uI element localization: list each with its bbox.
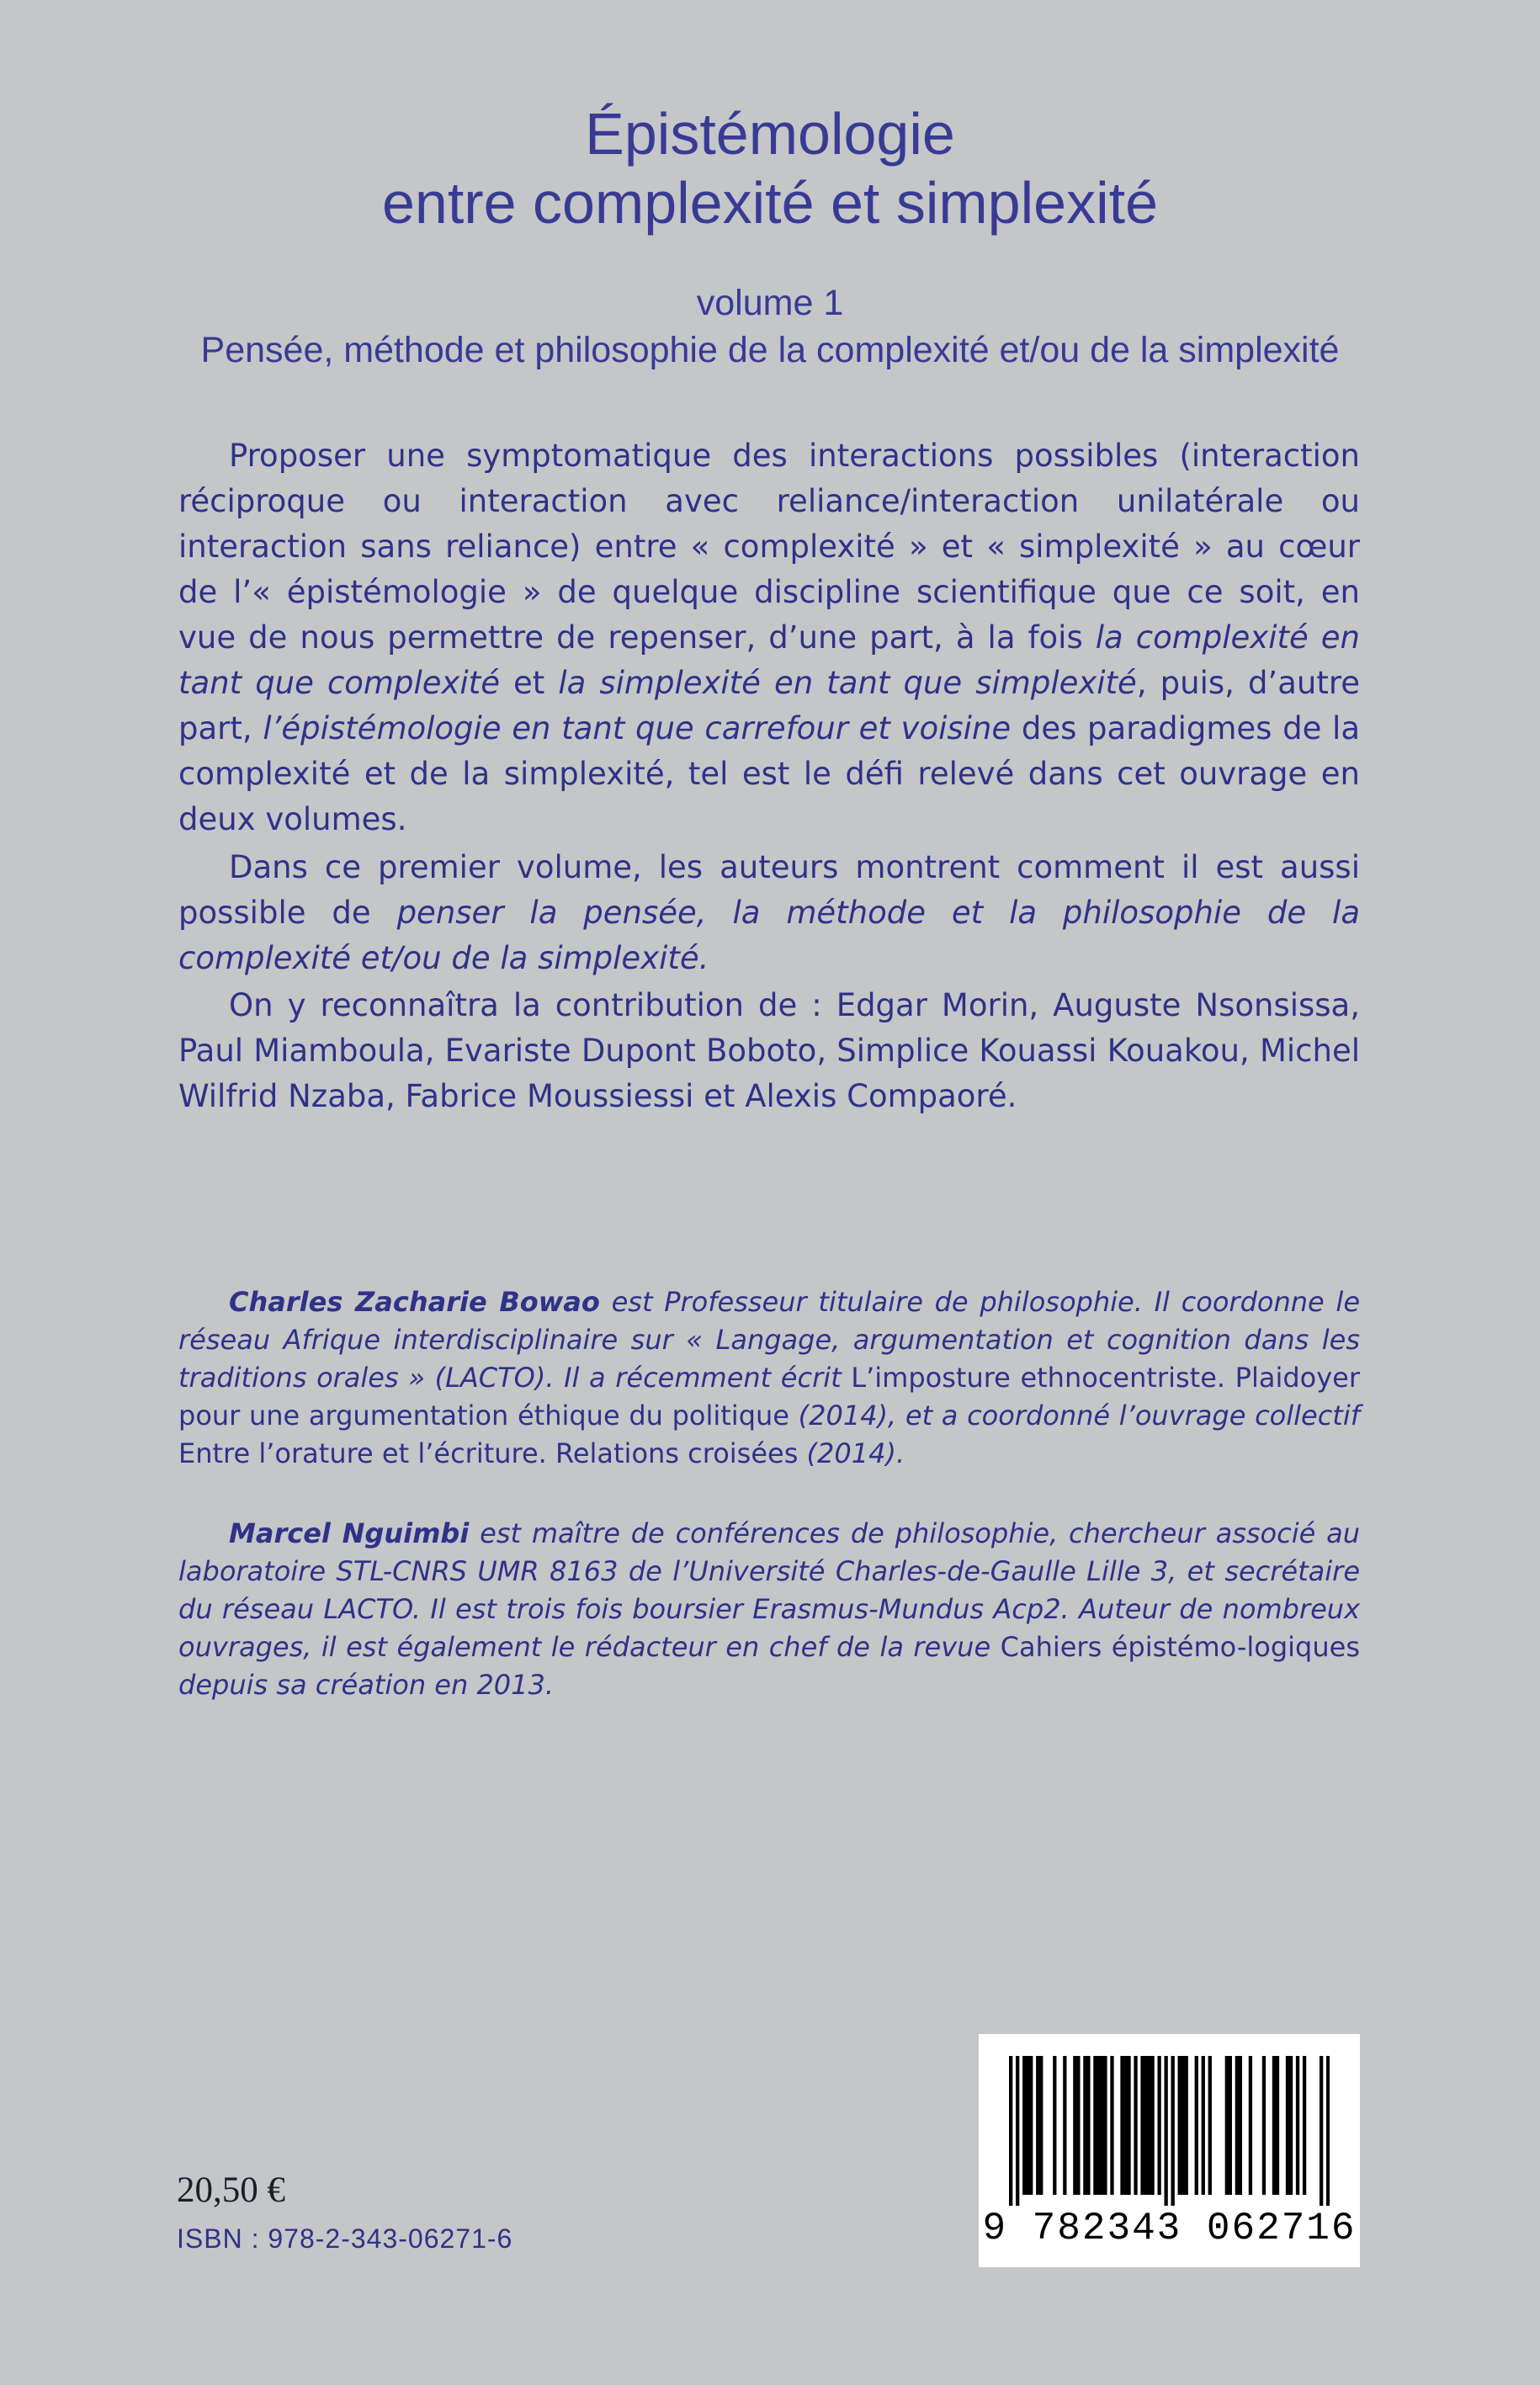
barcode-bar [1103,2056,1107,2195]
barcode-bar [1272,2056,1276,2195]
barcode-bar [1303,2056,1306,2195]
barcode-bar [1202,2056,1205,2195]
barcode-bar [1076,2056,1080,2195]
barcode-bar [1235,2056,1239,2195]
barcode-bars [1009,2056,1330,2206]
barcode-bar [1171,2056,1175,2206]
work-title: Cahiers épistémo-logiques [1000,1631,1361,1663]
barcode-bar [1086,2056,1090,2195]
barcode-bar [1134,2056,1137,2195]
barcode-bar [1229,2056,1232,2195]
barcode-bar [1029,2056,1033,2195]
barcode-bar [1039,2056,1043,2195]
italic-phrase: la simplexité en tant que simplexité [558,665,1137,701]
price: 20,50 € [177,2170,285,2210]
barcode-box [979,2034,1360,2267]
barcode-bar [1026,2056,1029,2195]
barcode-bar [1195,2056,1198,2195]
barcode-bar [1289,2056,1293,2195]
text-run: Dans ce premier volume, les auteurs montrent comment il est aussi possible de [178,849,1360,931]
author-name: Charles Zacharie Bowao [229,1286,600,1318]
barcode-bar [1110,2056,1113,2195]
text-run: , puis, d’autre part, [178,665,1360,746]
italic-phrase: penser la pensée, la méthode et la philosophie de la complexité et/ou de la simplexité. [178,895,1360,976]
text-run: depuis sa création en 2013. [178,1669,555,1701]
barcode-bar [1326,2056,1330,2206]
text-run: (2014). [798,1437,905,1469]
barcode-bar [1286,2056,1289,2195]
barcode-bar [1022,2056,1026,2195]
barcode-bar [1320,2056,1323,2206]
text-run: est maître de conférences de philosophie, chercheur associé au laboratoire STL-CNRS UMR 8163 de l’Université Charles-de-Gaulle Lille 3, et secrétaire du réseau LACTO. Il est trois fois boursier Erasmus-Mundus Acp2. Auteur de nombreux ouvrages, il est également le rédacteur en chef de la revue [178,1517,1361,1663]
barcode-bar [1182,2056,1185,2195]
italic-phrase: la complexité en tant que complexité [178,619,1360,701]
barcode-bar [1009,2056,1012,2206]
work-title: L’imposture ethnocentriste. Plaidoyer pour une argumentation éthique du politique [178,1362,1361,1432]
text-run: Proposer une symptomatique des interactions possibles (interaction réciproque ou interaction avec reliance/interaction unilatérale ou interaction sans reliance) entre « complexité » et « simplexité » au cœur de l’« épistémologie » de quelque discipline scientifique que ce soit, en vue de nous permettre de repenser, d’une part, à la fois [178,438,1360,656]
barcode-bar [1239,2056,1242,2195]
barcode-bar [1053,2056,1056,2195]
text-run: et [499,665,559,701]
barcode-bar [1147,2056,1150,2195]
barcode-bar [1157,2056,1160,2195]
barcode-bar [1016,2056,1019,2206]
barcode-bar [1276,2056,1279,2195]
blurb-paragraph-2 [178,845,1360,981]
barcode-bar [1144,2056,1147,2195]
work-title: Entre l’orature et l’écriture. Relations croisées [178,1437,799,1469]
barcode-bar [1164,2056,1167,2206]
barcode-digits: 9 782343 062716 [982,2207,1357,2250]
barcode-bar [1100,2056,1103,2195]
volume-label: volume 1 [696,283,844,323]
barcode-bar [1296,2056,1299,2195]
barcode-bar [1140,2056,1144,2195]
barcode-bar [1185,2056,1188,2195]
barcode-bar [1178,2056,1182,2195]
author-name: Marcel Nguimbi [229,1517,470,1549]
text-run: (2014), et a coordonné l’ouvrage collectif [789,1400,1361,1432]
isbn: ISBN : 978-2-343-06271-6 [177,2223,513,2254]
barcode-bar [1262,2056,1266,2195]
blurb-paragraph-1 [178,433,1360,842]
author-bio-bowao [178,1283,1360,1473]
author-bio-nguimbi [178,1515,1360,1704]
barcode-bar [1063,2056,1066,2195]
barcode-bar [1249,2056,1252,2195]
title-block [0,99,1540,237]
barcode-bar [1127,2056,1130,2195]
book-title-line-1: Épistémologie [585,101,955,167]
text-run: est Professeur titulaire de philosophie. Il coordonne le réseau Afrique interdisciplinaire sur « Langage, argumentation et cognition dans les traditions orales » (LACTO). Il a récemment écrit [178,1286,1361,1394]
text-run: des paradigmes de la complexité et de la simplexité, tel est le défi relevé dans cet ouvrage en deux volumes. [178,710,1361,837]
barcode-bar [1120,2056,1123,2195]
barcode-bar [1093,2056,1097,2195]
text-run: On y reconnaîtra la contribution de : Edgar Morin, Auguste Nsonsissa, Paul Miamboula, Evariste Dupont Boboto, Simplice Kouassi Kouakou, Michel Wilfrid Nzaba, Fabrice Moussiessi et Alexis Compaoré. [178,987,1360,1114]
barcode-bar [1083,2056,1086,2195]
italic-phrase: l’épistémologie en tant que carrefour et voisine [263,710,1012,746]
volume-block [0,279,1540,374]
barcode-bar [1225,2056,1229,2195]
barcode-bar [1073,2056,1076,2195]
barcode-bar [1150,2056,1154,2195]
barcode-bar [1036,2056,1039,2195]
blurb-paragraph-3 [178,983,1360,1119]
barcode-bar [1123,2056,1127,2195]
volume-subtitle: Pensée, méthode et philosophie de la complexité et/ou de la simplexité [200,330,1340,370]
barcode-bar [1208,2056,1212,2195]
book-title-line-2: entre complexité et simplexité [381,170,1159,236]
barcode-bar [1097,2056,1100,2195]
